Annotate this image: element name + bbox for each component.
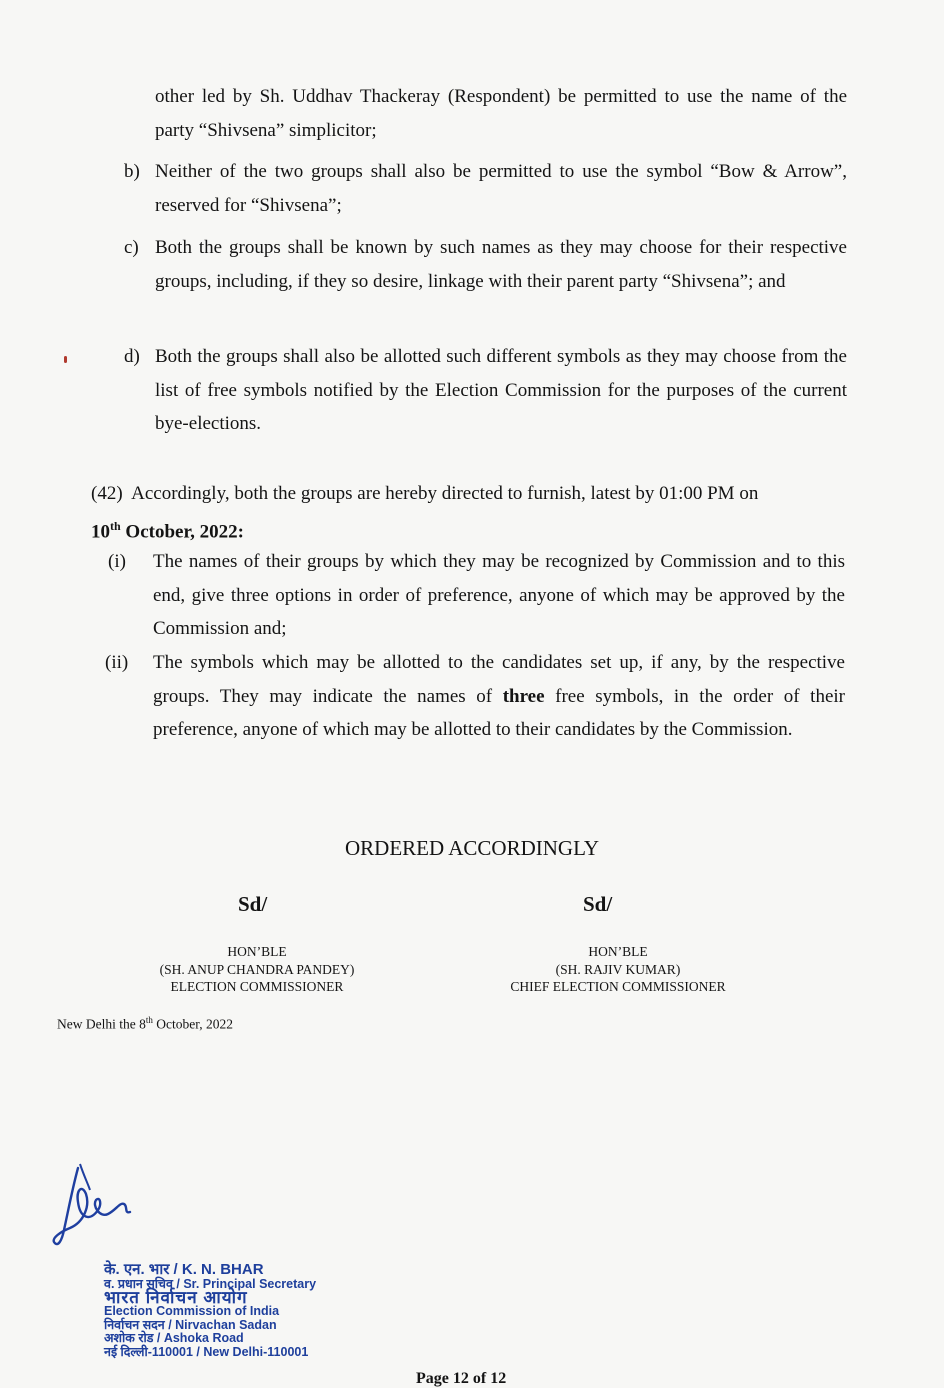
item-a-continuation: other led by Sh. Uddhav Thackeray (Respondent) be permitted to use the name of the party “Shivsena” simplicitor;: [155, 86, 847, 141]
date-month-year: October, 2022:: [120, 521, 244, 543]
signatory-left-designation: ELECTION COMMISSIONER: [170, 979, 344, 994]
place-date: [57, 1015, 233, 1033]
signatory-right-title: HON’BLE: [588, 944, 648, 959]
handwritten-signature: [50, 1160, 140, 1255]
item-ii-text-part2: free symbols, in the order of their preference, anyone of which may be allotted to their candidates by the Commission.: [153, 685, 846, 740]
stamp-line-building: निर्वाचन सदन / Nirvachan Sadan: [104, 1317, 277, 1332]
item-b-text: Neither of the two groups shall also be permitted to use the symbol “Bow & Arrow”, reserved for “Shivsena”;: [155, 161, 847, 216]
stamp-line-city: नई दिल्ली-110001 / New Delhi-110001: [104, 1344, 309, 1359]
item-d-text: Both the groups shall also be allotted such different symbols as they may choose from the list of free symbols notified by the Election Commission for the purposes of the current bye-elections.: [155, 346, 847, 434]
date-suffix: th: [110, 519, 121, 533]
margin-mark: [64, 356, 67, 363]
stamp-line-name: के. एन. भार / K. N. BHAR: [104, 1261, 264, 1278]
item-ii-marker: (ii): [105, 652, 129, 673]
item-c-marker: c): [124, 237, 139, 258]
place-text: New Delhi the 8: [57, 1016, 146, 1032]
page-number: Page 12 of 12: [416, 1370, 507, 1387]
item-d-marker: d): [124, 346, 140, 367]
item-b-marker: b): [124, 161, 140, 182]
signature-left-sd: Sd/: [238, 892, 268, 916]
official-stamp: [104, 1262, 344, 1359]
stamp-line-org: Election Commission of India: [104, 1304, 280, 1319]
signatory-right: [468, 943, 768, 996]
place-date-suffix: th: [145, 1015, 153, 1025]
stamp-line-designation: व. प्रधान सचिव / Sr. Principal Secretary: [104, 1277, 317, 1291]
item-ii-emphasis: three: [502, 685, 545, 707]
date-day: 10: [91, 521, 110, 543]
signatory-left: [107, 943, 407, 996]
place-date-rest: October, 2022: [152, 1016, 233, 1032]
item-ii-text-part1: The symbols which may be allotted to the candidates set up, if any, by the respective groups. They may indicate the names of: [153, 652, 845, 707]
deadline-date: [91, 510, 244, 549]
signatory-right-designation: CHIEF ELECTION COMMISSIONER: [510, 979, 726, 994]
signatory-right-name: (SH. RAJIV KUMAR): [555, 961, 681, 977]
item-ii-text: [153, 646, 845, 747]
signatory-left-title: HON’BLE: [227, 944, 287, 959]
paragraph-42-text: Accordingly, both the groups are hereby directed to furnish, latest by 01:00 PM on: [131, 483, 759, 504]
stamp-line-hindi-org: भारत निर्वाचन आयोग: [104, 1288, 248, 1308]
ordered-heading: ORDERED ACCORDINGLY: [345, 836, 599, 860]
signatory-left-name: (SH. ANUP CHANDRA PANDEY): [159, 961, 355, 977]
signature-right-sd: Sd/: [583, 892, 613, 916]
item-i-marker: (i): [108, 551, 126, 572]
stamp-line-road: अशोक रोड / Ashoka Road: [104, 1331, 244, 1346]
paragraph-number: (42): [91, 483, 123, 504]
item-c-text: Both the groups shall be known by such names as they may choose for their respective groups, including, if they so desire, linkage with their parent party “Shivsena”; and: [155, 237, 847, 292]
paragraph-42: [91, 477, 847, 511]
item-i-text: The names of their groups by which they may be recognized by Commission and to this end, give three options in order of preference, anyone of which may be approved by the Commission and;: [153, 551, 845, 639]
